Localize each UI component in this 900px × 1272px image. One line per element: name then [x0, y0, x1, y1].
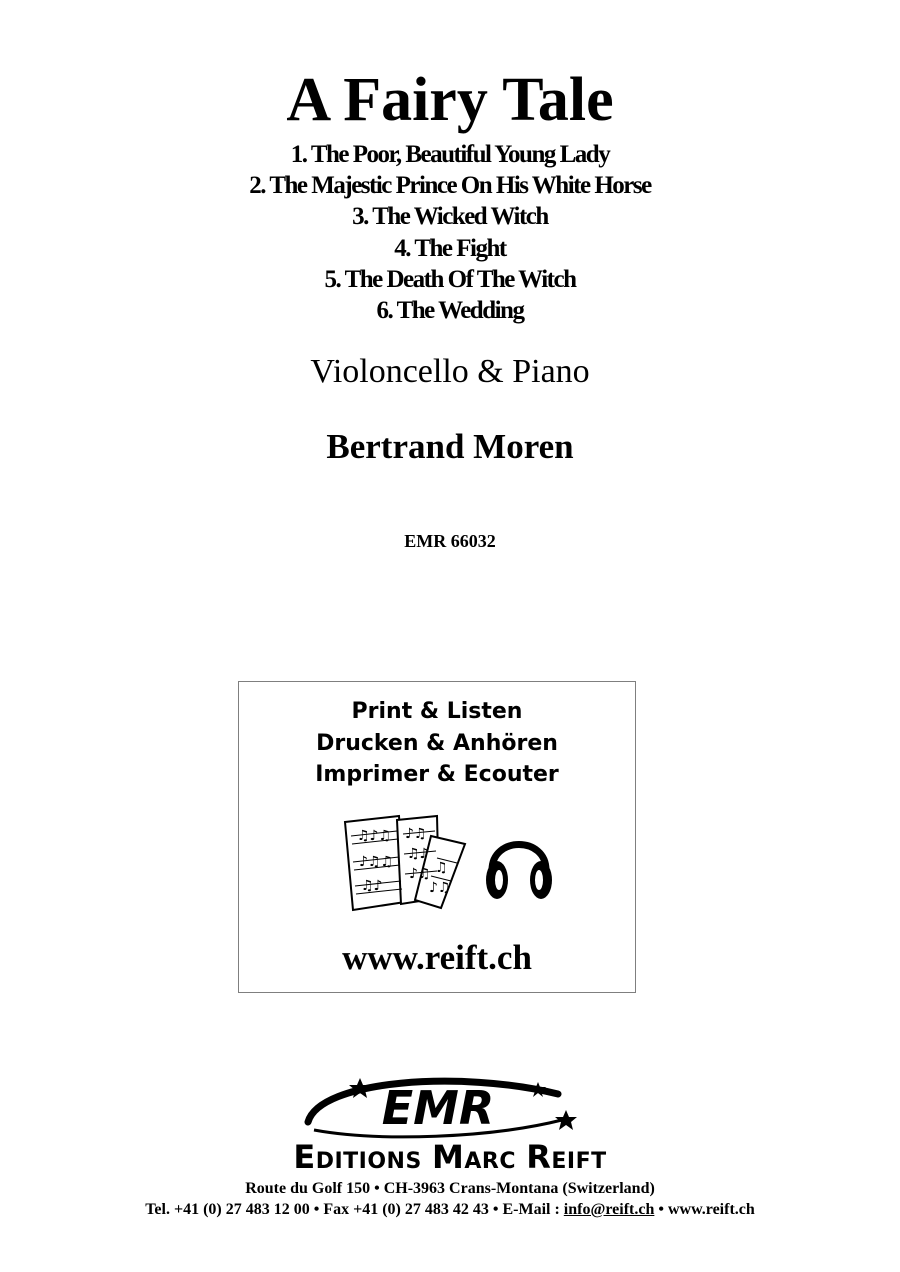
headphones-icon — [484, 824, 554, 904]
publisher-word: DITIONS — [315, 1149, 422, 1174]
publisher-address: Route du Golf 150 • CH-3963 Crans-Montana (Switzerland) — [245, 1180, 655, 1197]
movement-item: 3. The Wicked Witch — [352, 203, 548, 231]
contact-phone-fax: Tel. +41 (0) 27 483 12 00 • Fax +41 (0) 27 483 42 43 • E-Mail : — [145, 1201, 560, 1218]
movement-list — [0, 139, 900, 326]
composer: Bertrand Moren — [326, 427, 574, 466]
publisher-word: EIFT — [551, 1149, 607, 1174]
svg-text:♫♪: ♫♪ — [407, 846, 429, 862]
svg-text:♫: ♫ — [435, 860, 448, 876]
svg-text:♫♪♫: ♫♪♫ — [357, 828, 392, 844]
publisher-initial: E — [293, 1138, 316, 1176]
instrumentation: Violoncello & Piano — [310, 353, 590, 390]
emr-logo — [300, 1072, 600, 1140]
promo-line-fr: Imprimer & Ecouter — [315, 762, 559, 787]
contact-website: • www.reift.ch — [658, 1201, 755, 1218]
svg-text:♪♫: ♪♫ — [409, 866, 431, 882]
svg-text:♪♫: ♪♫ — [405, 826, 427, 842]
movement-item: 6. The Wedding — [376, 297, 524, 325]
svg-text:♪♫♫: ♪♫♫ — [359, 854, 394, 870]
email-link[interactable]: info@reift.ch — [563, 1201, 655, 1218]
movement-item: 5. The Death Of The Witch — [324, 265, 576, 293]
promo-text — [239, 696, 635, 791]
publisher-contact — [0, 1199, 900, 1220]
sheet-music-icon — [339, 814, 469, 914]
catalog-number: EMR 66032 — [404, 531, 496, 551]
svg-text:♫♪: ♫♪ — [361, 878, 383, 894]
movement-item: 1. The Poor, Beautiful Young Lady — [290, 141, 610, 168]
promo-line-de: Drucken & Anhören — [316, 730, 558, 756]
svg-text:♪♫: ♪♫ — [429, 880, 451, 896]
movement-item: 4. The Fight — [394, 234, 506, 262]
print-listen-box — [238, 681, 636, 993]
publisher-word: ARC — [464, 1149, 517, 1174]
promo-line-en: Print & Listen — [351, 699, 523, 724]
title: A Fairy Tale — [286, 66, 614, 134]
logo-text: EMR — [381, 1081, 495, 1135]
promo-url[interactable]: www.reift.ch — [342, 938, 532, 977]
movement-item: 2. The Majestic Prince On His White Horse — [249, 172, 651, 200]
publisher-initial: R — [526, 1138, 552, 1176]
publisher-name — [0, 1140, 900, 1179]
publisher-initial: M — [432, 1138, 465, 1176]
